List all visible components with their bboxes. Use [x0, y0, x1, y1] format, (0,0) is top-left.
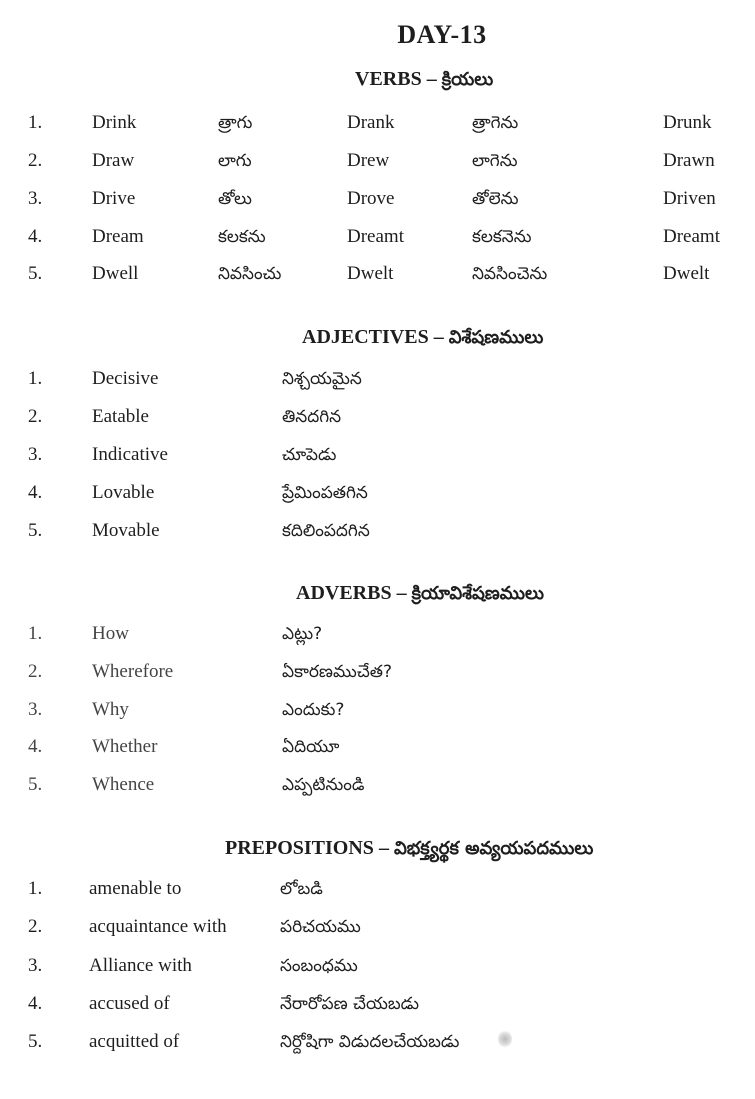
- row-number: 2.: [28, 661, 43, 682]
- row-number: 5.: [28, 1031, 43, 1052]
- verb-past: Drank: [347, 112, 395, 133]
- page-title: DAY-13: [397, 20, 487, 49]
- adjective-word: Indicative: [92, 444, 168, 465]
- row-number: 2.: [28, 150, 43, 171]
- row-number: 1.: [28, 368, 43, 389]
- verb-past-participle: Drunk: [663, 112, 712, 133]
- row-number: 3.: [28, 188, 43, 209]
- adverb-word: How: [92, 623, 129, 644]
- adjective-meaning: నిశ్చయమైన: [282, 369, 362, 389]
- verb-base: Drive: [92, 188, 136, 209]
- adjectives-heading-te: విశేషణములు: [448, 327, 544, 348]
- adjective-meaning: తినదగిన: [282, 407, 342, 427]
- verb-past: Dreamt: [347, 226, 404, 247]
- verbs-heading-en: VERBS: [355, 68, 422, 90]
- verb-base-telugu: త్రాగు: [218, 113, 253, 133]
- adverb-row: [0, 770, 755, 800]
- verbs-heading-dash: –: [426, 68, 437, 90]
- prepositions-heading-te: విభక్త్యర్థక అవ్యయపదములు: [393, 838, 594, 859]
- adverbs-heading-te: క్రియావిశేషణములు: [411, 583, 545, 604]
- preposition-meaning: లోబడి: [280, 879, 323, 899]
- adverb-meaning: ఏదియూ: [282, 737, 340, 757]
- verbs-heading-te: క్రియలు: [441, 69, 494, 90]
- preposition-meaning: నిర్దోషిగా విడుదలచేయబడు: [280, 1032, 460, 1052]
- preposition-row: [0, 874, 755, 904]
- preposition-phrase: acquaintance with: [89, 916, 227, 937]
- preposition-phrase: acquitted of: [89, 1031, 180, 1052]
- verb-base: Draw: [92, 150, 135, 171]
- adverb-word: Why: [92, 699, 129, 720]
- adjective-word: Eatable: [92, 406, 149, 427]
- adverb-meaning: ఎందుకు?: [282, 700, 345, 720]
- row-number: 1.: [28, 878, 43, 899]
- verb-past-telugu: తోలెను: [472, 189, 519, 209]
- row-number: 3.: [28, 955, 43, 976]
- verb-base: Drink: [92, 112, 137, 133]
- verb-base-telugu: తోలు: [218, 189, 252, 209]
- preposition-row: [0, 989, 755, 1019]
- verb-past: Drove: [347, 188, 395, 209]
- row-number: 5.: [28, 774, 43, 795]
- adverb-row: [0, 657, 755, 687]
- adjective-word: Decisive: [92, 368, 159, 389]
- row-number: 4.: [28, 482, 43, 503]
- verb-past-telugu: నివసించెను: [472, 264, 548, 284]
- adverbs-heading-en: ADVERBS: [296, 582, 392, 604]
- row-number: 1.: [28, 112, 43, 133]
- adjective-meaning: ప్రేమింపతగిన: [282, 483, 368, 503]
- verbs-heading: [355, 68, 493, 94]
- prepositions-heading-dash: –: [378, 837, 389, 859]
- adjective-meaning: కదిలింపదగిన: [282, 521, 370, 541]
- adverb-word: Wherefore: [92, 661, 174, 682]
- adjective-row: [0, 402, 755, 432]
- verb-past-participle: Drawn: [663, 150, 715, 171]
- verb-past: Dwelt: [347, 263, 394, 284]
- verb-base-telugu: నివసించు: [218, 264, 282, 284]
- verb-row: [0, 222, 755, 252]
- adverb-row: [0, 695, 755, 725]
- row-number: 5.: [28, 263, 43, 284]
- row-number: 2.: [28, 406, 43, 427]
- adverb-row: [0, 732, 755, 762]
- verb-past-participle: Dreamt: [663, 226, 720, 247]
- adverb-word: Whether: [92, 736, 158, 757]
- row-number: 5.: [28, 520, 43, 541]
- preposition-phrase: accused of: [89, 993, 170, 1014]
- prepositions-heading-en: PREPOSITIONS: [225, 837, 374, 859]
- adjectives-heading-en: ADJECTIVES: [302, 326, 429, 348]
- adjective-meaning: చూపెడు: [282, 445, 337, 465]
- adjective-row: [0, 364, 755, 394]
- preposition-phrase: amenable to: [89, 878, 182, 899]
- adverbs-heading-dash: –: [396, 582, 407, 604]
- row-number: 2.: [28, 916, 43, 937]
- preposition-phrase: Alliance with: [89, 955, 192, 976]
- adjective-word: Movable: [92, 520, 160, 541]
- row-number: 4.: [28, 736, 43, 757]
- verb-row: [0, 184, 755, 214]
- verb-base-telugu: లాగు: [218, 151, 252, 171]
- preposition-meaning: నేరారోపణ చేయబడు: [280, 994, 420, 1014]
- preposition-row: [0, 912, 755, 942]
- adjective-word: Lovable: [92, 482, 155, 503]
- verb-past-participle: Driven: [663, 188, 716, 209]
- prepositions-heading: [225, 837, 593, 863]
- adjectives-heading: [302, 326, 543, 352]
- verb-base-telugu: కలకను: [218, 227, 266, 247]
- verb-row: [0, 259, 755, 289]
- adjective-row: [0, 516, 755, 546]
- verb-base: Dwell: [92, 263, 139, 284]
- adverbs-heading: [296, 582, 544, 608]
- preposition-meaning: సంబంధము: [280, 956, 358, 976]
- preposition-meaning: పరిచయము: [280, 917, 361, 937]
- row-number: 3.: [28, 699, 43, 720]
- row-number: 1.: [28, 623, 43, 644]
- verb-row: [0, 146, 755, 176]
- verb-past-participle: Dwelt: [663, 263, 710, 284]
- row-number: 4.: [28, 993, 43, 1014]
- row-number: 4.: [28, 226, 43, 247]
- preposition-row: [0, 951, 755, 981]
- row-number: 3.: [28, 444, 43, 465]
- adverb-word: Whence: [92, 774, 155, 795]
- adjectives-heading-dash: –: [433, 326, 444, 348]
- adjective-row: [0, 478, 755, 508]
- adverb-row: [0, 619, 755, 649]
- verb-base: Dream: [92, 226, 144, 247]
- scan-smudge: [498, 1030, 512, 1048]
- adverb-meaning: ఎట్లు?: [282, 624, 323, 644]
- preposition-row: [0, 1027, 755, 1057]
- verb-past-telugu: త్రాగెను: [472, 113, 519, 133]
- verb-past-telugu: కలకనెను: [472, 227, 532, 247]
- verb-past-telugu: లాగెను: [472, 151, 518, 171]
- adverb-meaning: ఏకారణముచేత?: [282, 662, 392, 682]
- adverb-meaning: ఎప్పటినుండి: [282, 775, 365, 795]
- adjective-row: [0, 440, 755, 470]
- verb-past: Drew: [347, 150, 390, 171]
- verb-row: [0, 108, 755, 138]
